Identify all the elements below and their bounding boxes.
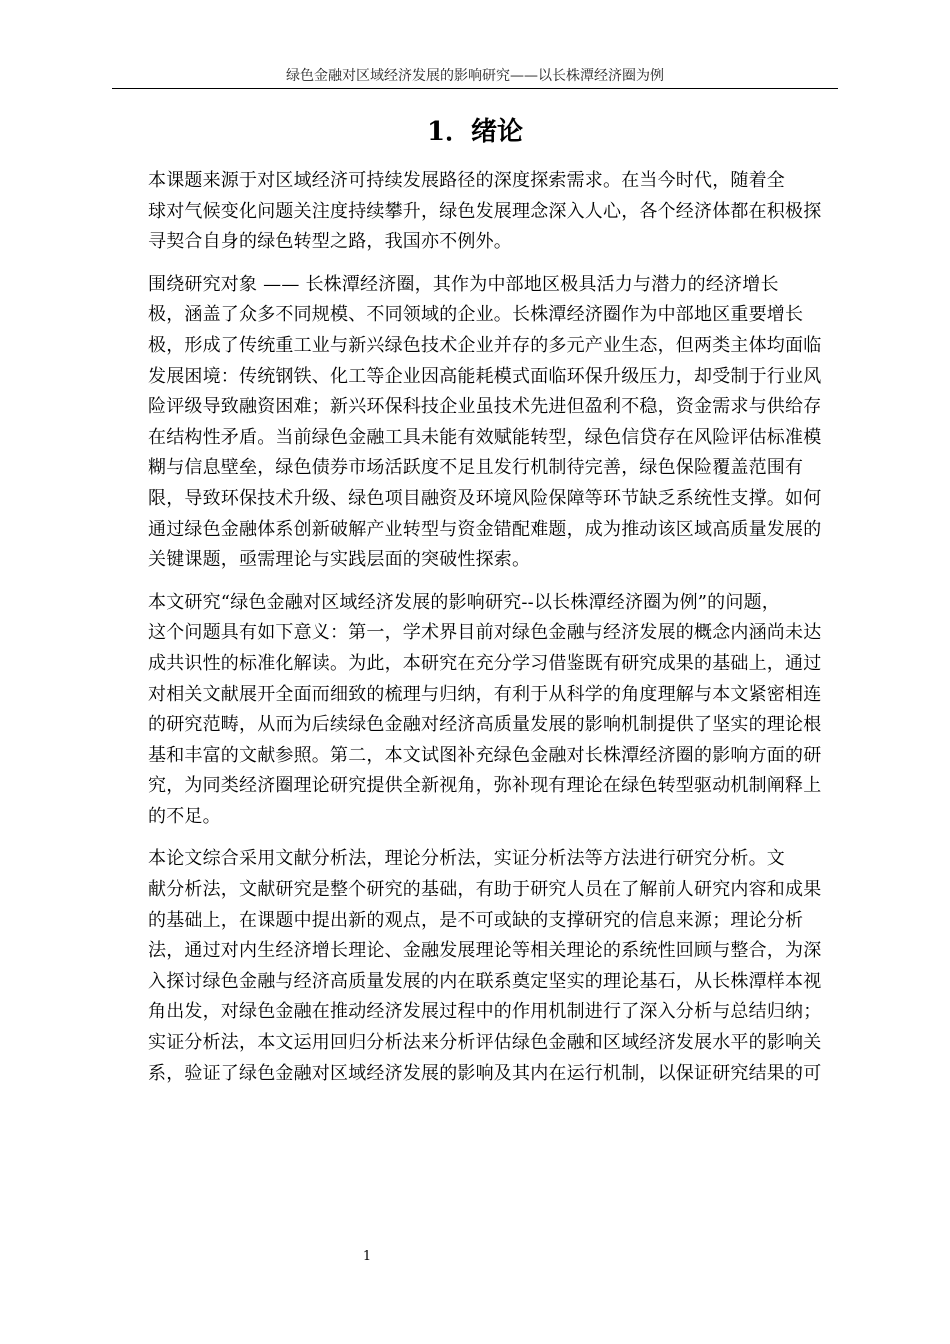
- text-line: 本课题来源于对区域经济可持续发展路径的深度探索需求。在当今时代，随着全: [148, 170, 785, 191]
- text-line: 的研究范畴，从而为后续绿色金融对经济高质量发展的影响机制提供了坚实的理论根: [148, 714, 822, 736]
- text-line: 通过绿色金融体系创新破解产业转型与资金错配难题，成为推动该区域高质量发展的: [148, 518, 822, 540]
- text-line: 的不足。: [148, 805, 221, 827]
- paragraph-1: [112, 166, 838, 258]
- text-line: 对相关文献展开全面而细致的梳理与归纳，有利于从科学的角度理解与本文紧密相连: [148, 683, 822, 705]
- text-line: 本文研究“绿色金融对区域经济发展的影响研究--以长株潭经济圈为例”的问题，: [148, 591, 780, 613]
- text-line: 成共识性的标准化解读。为此，本研究在充分学习借鉴既有研究成果的基础上，通过: [148, 652, 822, 674]
- text-line: 基和丰富的文献参照。第二，本文试图补充绿色金融对长株潭经济圈的影响方面的研: [148, 744, 822, 766]
- chapter-title: 1．绪论: [426, 117, 524, 147]
- text-line: 本论文综合采用文献分析法，理论分析法，实证分析法等方法进行研究分析。文: [148, 848, 785, 870]
- running-header: 绿色金融对区域经济发展的影响研究——以长株潭经济圈为例: [286, 68, 664, 84]
- text-line: 实证分析法，本文运用回归分析法来分析评估绿色金融和区域经济发展水平的影响关: [148, 1032, 822, 1054]
- paragraph-4: [112, 844, 838, 1089]
- text-line: 发展困境：传统钢铁、化工等企业因高能耗模式面临环保升级压力，却受制于行业风: [148, 365, 822, 387]
- text-line: 围绕研究对象 —— 长株潭经济圈，其作为中部地区极具活力与潜力的经济增长: [148, 273, 779, 295]
- text-line: 法，通过对内生经济增长理论、金融发展理论等相关理论的系统性回顾与整合，为深: [148, 940, 822, 962]
- text-line: 糊与信息壁垒，绿色债券市场活跃度不足且发行机制待完善，绿色保险覆盖范围有: [148, 457, 804, 479]
- text-line: 险评级导致融资困难；新兴环保科技企业虽技术先进但盈利不稳，资金需求与供给存: [148, 396, 822, 418]
- text-line: 寻契合自身的绿色转型之路，我国亦不例外。: [148, 231, 512, 253]
- text-line: 关键课题，亟需理论与实践层面的突破性探索。: [148, 549, 531, 571]
- text-line: 在结构性矛盾。当前绿色金融工具未能有效赋能转型，绿色信贷存在风险评估标准模: [148, 426, 822, 448]
- page-number: 1: [362, 1249, 372, 1264]
- text-line: 究，为同类经济圈理论研究提供全新视角，弥补现有理论在绿色转型驱动机制阐释上: [148, 775, 822, 797]
- text-line: 球对气候变化问题关注度持续攀升，绿色发展理念深入人心，各个经济体都在积极探: [148, 200, 822, 222]
- text-line: 角出发，对绿色金融在推动经济发展过程中的作用机制进行了深入分析与总结归纳；: [148, 1001, 822, 1023]
- text-line: 极，涵盖了众多不同规模、不同领域的企业。长株潭经济圈作为中部地区重要增长: [148, 304, 804, 326]
- paragraph-2: [112, 270, 838, 576]
- text-line: 这个问题具有如下意义：第一，学术界目前对绿色金融与经济发展的概念内涵尚未达: [148, 622, 822, 644]
- text-line: 的基础上，在课题中提出新的观点，是不可或缺的支撑研究的信息来源；理论分析: [148, 909, 804, 931]
- text-line: 限，导致环保技术升级、绿色项目融资及环境风险保障等环节缺乏系统性支撑。如何: [148, 487, 822, 509]
- header-divider: [112, 88, 838, 89]
- text-line: 极，形成了传统重工业与新兴绿色技术企业并存的多元产业生态，但两类主体均面临: [148, 334, 822, 356]
- paragraph-3: [112, 588, 838, 833]
- text-line: 献分析法，文献研究是整个研究的基础，有助于研究人员在了解前人研究内容和成果: [148, 879, 822, 901]
- text-line: 系，验证了绿色金融对区域经济发展的影响及其内在运行机制，以保证研究结果的可: [148, 1062, 822, 1084]
- body-text: [112, 166, 838, 1101]
- text-line: 入探讨绿色金融与经济高质量发展的内在联系奠定坚实的理论基石，从长株潭样本视: [148, 970, 822, 992]
